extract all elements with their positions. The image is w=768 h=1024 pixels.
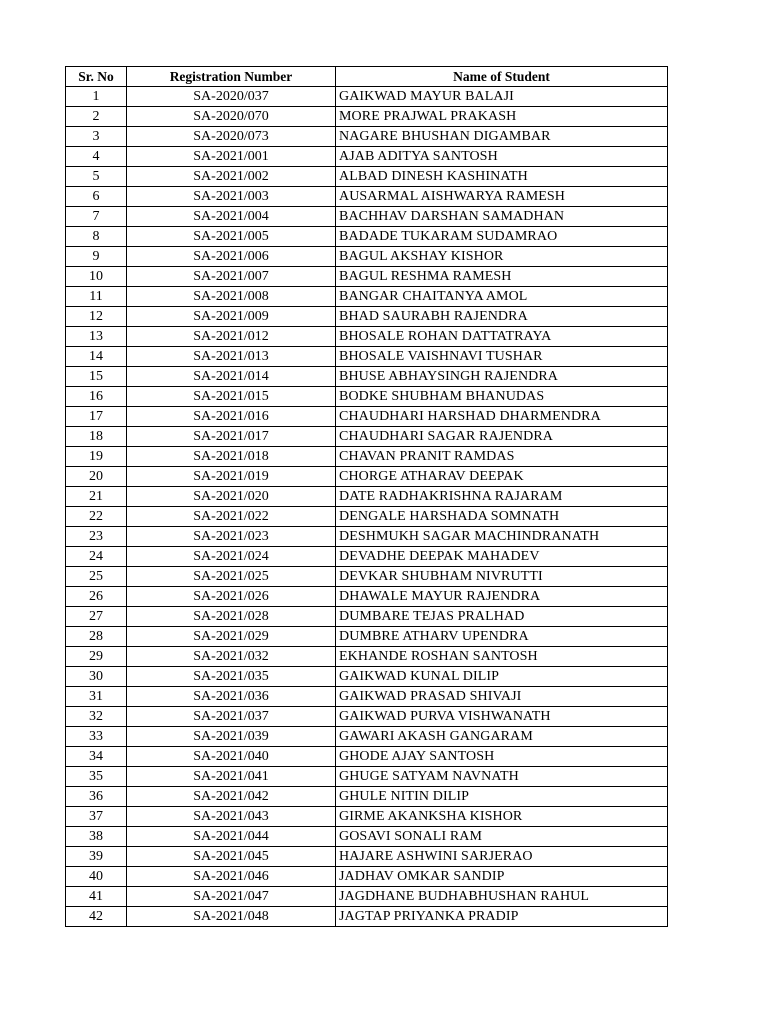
sr-no-cell: 42 <box>66 907 127 927</box>
table-row <box>66 627 668 647</box>
registration-number-cell: SA-2021/025 <box>127 567 336 587</box>
student-table <box>65 66 668 927</box>
registration-number-cell: SA-2021/005 <box>127 227 336 247</box>
table-row <box>66 647 668 667</box>
registration-number-cell: SA-2021/028 <box>127 607 336 627</box>
student-name-cell: BHOSALE VAISHNAVI TUSHAR <box>336 347 668 367</box>
student-name-cell: JADHAV OMKAR SANDIP <box>336 867 668 887</box>
sr-no-cell: 8 <box>66 227 127 247</box>
student-name-cell: BODKE SHUBHAM BHANUDAS <box>336 387 668 407</box>
sr-no-cell: 1 <box>66 87 127 107</box>
sr-no-cell: 23 <box>66 527 127 547</box>
table-row <box>66 307 668 327</box>
sr-no-cell: 2 <box>66 107 127 127</box>
table-row <box>66 107 668 127</box>
registration-number-cell: SA-2021/032 <box>127 647 336 667</box>
registration-number-cell: SA-2021/004 <box>127 207 336 227</box>
table-row <box>66 727 668 747</box>
sr-no-cell: 31 <box>66 687 127 707</box>
sr-no-cell: 15 <box>66 367 127 387</box>
table-row <box>66 507 668 527</box>
table-row <box>66 567 668 587</box>
table-row <box>66 807 668 827</box>
student-name-cell: GAIKWAD PURVA VISHWANATH <box>336 707 668 727</box>
sr-no-cell: 22 <box>66 507 127 527</box>
registration-number-cell: SA-2021/044 <box>127 827 336 847</box>
student-name-cell: BHAD SAURABH RAJENDRA <box>336 307 668 327</box>
sr-no-cell: 17 <box>66 407 127 427</box>
registration-number-cell: SA-2021/047 <box>127 887 336 907</box>
table-row <box>66 667 668 687</box>
registration-number-cell: SA-2021/014 <box>127 367 336 387</box>
registration-number-cell: SA-2021/013 <box>127 347 336 367</box>
student-name-cell: ALBAD DINESH KASHINATH <box>336 167 668 187</box>
registration-number-cell: SA-2021/040 <box>127 747 336 767</box>
table-row <box>66 167 668 187</box>
table-row <box>66 887 668 907</box>
sr-no-cell: 13 <box>66 327 127 347</box>
sr-no-cell: 32 <box>66 707 127 727</box>
sr-no-cell: 12 <box>66 307 127 327</box>
table-row <box>66 527 668 547</box>
sr-no-cell: 16 <box>66 387 127 407</box>
registration-number-cell: SA-2021/023 <box>127 527 336 547</box>
table-row <box>66 467 668 487</box>
student-name-cell: DATE RADHAKRISHNA RAJARAM <box>336 487 668 507</box>
student-name-cell: GOSAVI SONALI RAM <box>336 827 668 847</box>
registration-number-cell: SA-2021/029 <box>127 627 336 647</box>
table-row <box>66 387 668 407</box>
student-name-cell: BACHHAV DARSHAN SAMADHAN <box>336 207 668 227</box>
student-name-cell: DUMBRE ATHARV UPENDRA <box>336 627 668 647</box>
sr-no-cell: 38 <box>66 827 127 847</box>
registration-number-cell: SA-2021/042 <box>127 787 336 807</box>
registration-number-cell: SA-2021/001 <box>127 147 336 167</box>
sr-no-cell: 3 <box>66 127 127 147</box>
registration-number-cell: SA-2021/035 <box>127 667 336 687</box>
sr-no-cell: 29 <box>66 647 127 667</box>
registration-number-cell: SA-2020/073 <box>127 127 336 147</box>
registration-number-cell: SA-2021/016 <box>127 407 336 427</box>
sr-no-cell: 19 <box>66 447 127 467</box>
student-list-sheet <box>65 66 667 927</box>
student-name-cell: DUMBARE TEJAS PRALHAD <box>336 607 668 627</box>
header-student-name: Name of Student <box>336 67 668 87</box>
sr-no-cell: 41 <box>66 887 127 907</box>
student-name-cell: CHAUDHARI SAGAR RAJENDRA <box>336 427 668 447</box>
registration-number-cell: SA-2021/046 <box>127 867 336 887</box>
student-name-cell: AJAB ADITYA SANTOSH <box>336 147 668 167</box>
table-row <box>66 207 668 227</box>
registration-number-cell: SA-2020/037 <box>127 87 336 107</box>
sr-no-cell: 14 <box>66 347 127 367</box>
student-name-cell: JAGDHANE BUDHABHUSHAN RAHUL <box>336 887 668 907</box>
sr-no-cell: 37 <box>66 807 127 827</box>
sr-no-cell: 21 <box>66 487 127 507</box>
table-row <box>66 287 668 307</box>
student-name-cell: DEVKAR SHUBHAM NIVRUTTI <box>336 567 668 587</box>
table-row <box>66 487 668 507</box>
table-row <box>66 347 668 367</box>
sr-no-cell: 11 <box>66 287 127 307</box>
table-row <box>66 267 668 287</box>
student-name-cell: BADADE TUKARAM SUDAMRAO <box>336 227 668 247</box>
registration-number-cell: SA-2021/012 <box>127 327 336 347</box>
sr-no-cell: 39 <box>66 847 127 867</box>
registration-number-cell: SA-2021/048 <box>127 907 336 927</box>
table-row <box>66 847 668 867</box>
student-name-cell: BAGUL RESHMA RAMESH <box>336 267 668 287</box>
student-name-cell: GHODE AJAY SANTOSH <box>336 747 668 767</box>
table-row <box>66 587 668 607</box>
table-row <box>66 127 668 147</box>
student-name-cell: CHORGE ATHARAV DEEPAK <box>336 467 668 487</box>
student-name-cell: GHUGE SATYAM NAVNATH <box>336 767 668 787</box>
student-name-cell: DENGALE HARSHADA SOMNATH <box>336 507 668 527</box>
registration-number-cell: SA-2021/009 <box>127 307 336 327</box>
student-name-cell: GAWARI AKASH GANGARAM <box>336 727 668 747</box>
student-name-cell: BANGAR CHAITANYA AMOL <box>336 287 668 307</box>
table-row <box>66 867 668 887</box>
sr-no-cell: 40 <box>66 867 127 887</box>
registration-number-cell: SA-2021/024 <box>127 547 336 567</box>
table-row <box>66 427 668 447</box>
registration-number-cell: SA-2021/017 <box>127 427 336 447</box>
sr-no-cell: 7 <box>66 207 127 227</box>
table-row <box>66 547 668 567</box>
registration-number-cell: SA-2021/037 <box>127 707 336 727</box>
sr-no-cell: 33 <box>66 727 127 747</box>
student-name-cell: CHAUDHARI HARSHAD DHARMENDRA <box>336 407 668 427</box>
table-row <box>66 367 668 387</box>
table-body <box>66 87 668 927</box>
header-sr-no: Sr. No <box>66 67 127 87</box>
sr-no-cell: 30 <box>66 667 127 687</box>
table-header-row <box>66 67 668 87</box>
sr-no-cell: 35 <box>66 767 127 787</box>
student-name-cell: GIRME AKANKSHA KISHOR <box>336 807 668 827</box>
sr-no-cell: 18 <box>66 427 127 447</box>
sr-no-cell: 4 <box>66 147 127 167</box>
registration-number-cell: SA-2021/043 <box>127 807 336 827</box>
sr-no-cell: 34 <box>66 747 127 767</box>
table-row <box>66 327 668 347</box>
table-row <box>66 147 668 167</box>
sr-no-cell: 20 <box>66 467 127 487</box>
registration-number-cell: SA-2021/026 <box>127 587 336 607</box>
table-row <box>66 607 668 627</box>
registration-number-cell: SA-2021/007 <box>127 267 336 287</box>
registration-number-cell: SA-2021/015 <box>127 387 336 407</box>
sr-no-cell: 25 <box>66 567 127 587</box>
student-name-cell: GHULE NITIN DILIP <box>336 787 668 807</box>
student-name-cell: GAIKWAD MAYUR BALAJI <box>336 87 668 107</box>
student-name-cell: GAIKWAD KUNAL DILIP <box>336 667 668 687</box>
student-name-cell: HAJARE ASHWINI SARJERAO <box>336 847 668 867</box>
sr-no-cell: 6 <box>66 187 127 207</box>
table-row <box>66 787 668 807</box>
sr-no-cell: 9 <box>66 247 127 267</box>
sr-no-cell: 28 <box>66 627 127 647</box>
registration-number-cell: SA-2020/070 <box>127 107 336 127</box>
table-row <box>66 747 668 767</box>
registration-number-cell: SA-2021/018 <box>127 447 336 467</box>
table-row <box>66 247 668 267</box>
student-name-cell: CHAVAN PRANIT RAMDAS <box>336 447 668 467</box>
student-name-cell: NAGARE BHUSHAN DIGAMBAR <box>336 127 668 147</box>
sr-no-cell: 27 <box>66 607 127 627</box>
student-name-cell: EKHANDE ROSHAN SANTOSH <box>336 647 668 667</box>
sr-no-cell: 10 <box>66 267 127 287</box>
registration-number-cell: SA-2021/041 <box>127 767 336 787</box>
table-row <box>66 87 668 107</box>
sr-no-cell: 5 <box>66 167 127 187</box>
table-row <box>66 407 668 427</box>
registration-number-cell: SA-2021/045 <box>127 847 336 867</box>
table-row <box>66 227 668 247</box>
table-row <box>66 907 668 927</box>
registration-number-cell: SA-2021/036 <box>127 687 336 707</box>
table-row <box>66 447 668 467</box>
registration-number-cell: SA-2021/039 <box>127 727 336 747</box>
sr-no-cell: 36 <box>66 787 127 807</box>
registration-number-cell: SA-2021/022 <box>127 507 336 527</box>
table-row <box>66 707 668 727</box>
table-row <box>66 827 668 847</box>
student-name-cell: MORE PRAJWAL PRAKASH <box>336 107 668 127</box>
student-name-cell: JAGTAP PRIYANKA PRADIP <box>336 907 668 927</box>
sr-no-cell: 26 <box>66 587 127 607</box>
registration-number-cell: SA-2021/019 <box>127 467 336 487</box>
table-row <box>66 687 668 707</box>
student-name-cell: DEVADHE DEEPAK MAHADEV <box>336 547 668 567</box>
student-name-cell: BHOSALE ROHAN DATTATRAYA <box>336 327 668 347</box>
registration-number-cell: SA-2021/020 <box>127 487 336 507</box>
student-name-cell: DESHMUKH SAGAR MACHINDRANATH <box>336 527 668 547</box>
registration-number-cell: SA-2021/003 <box>127 187 336 207</box>
table-row <box>66 767 668 787</box>
student-name-cell: BHUSE ABHAYSINGH RAJENDRA <box>336 367 668 387</box>
registration-number-cell: SA-2021/006 <box>127 247 336 267</box>
student-name-cell: AUSARMAL AISHWARYA RAMESH <box>336 187 668 207</box>
table-row <box>66 187 668 207</box>
student-name-cell: GAIKWAD PRASAD SHIVAJI <box>336 687 668 707</box>
sr-no-cell: 24 <box>66 547 127 567</box>
registration-number-cell: SA-2021/002 <box>127 167 336 187</box>
header-registration-number: Registration Number <box>127 67 336 87</box>
student-name-cell: BAGUL AKSHAY KISHOR <box>336 247 668 267</box>
student-name-cell: DHAWALE MAYUR RAJENDRA <box>336 587 668 607</box>
registration-number-cell: SA-2021/008 <box>127 287 336 307</box>
